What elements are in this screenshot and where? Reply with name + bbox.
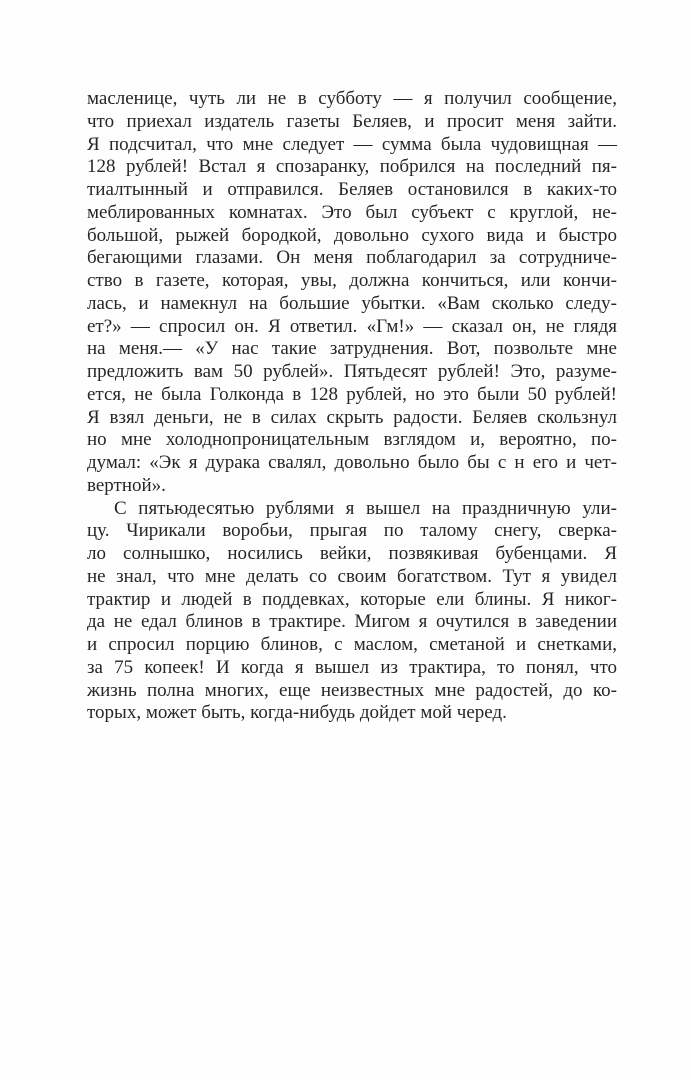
text-line: Я взял деньги, не в силах скрыть радости. Беляев скользнул xyxy=(87,406,617,428)
text-line: ет?» — спросил он. Я ответил. «Гм!» — сказал он, не глядя xyxy=(87,315,617,337)
text-line: большой, рыжей бородкой, довольно сухого вида и быстро xyxy=(87,224,617,246)
text-line: не знал, что мне делать со своим богатством. Тут я увидел xyxy=(87,565,617,587)
text-line: но мне холоднопроницательным взглядом и, вероятно, по- xyxy=(87,429,617,451)
text-line: вертной». xyxy=(87,474,166,496)
text-line: С пятьюдесятью рублями я вышел на праздничную ули- xyxy=(114,497,617,519)
text-line: ство в газете, которая, увы, должна кончиться, или кончи- xyxy=(87,270,617,291)
text-line: меблированных комнатах. Это был субъект с круглой, не- xyxy=(87,201,617,223)
text-line: торых, может быть, когда-нибудь дойдет мой черед. xyxy=(87,702,507,724)
text-line: жизнь полна многих, еще неизвестных мне радостей, до ко- xyxy=(87,679,617,701)
text-line: лась, и намекнул на большие убытки. «Вам сколько следу- xyxy=(87,292,617,314)
text-line: бегающими глазами. Он меня поблагодарил за сотрудниче- xyxy=(87,247,617,269)
text-line: на меня.— «У нас такие затруднения. Вот, позвольте мне xyxy=(87,338,617,360)
page-text xyxy=(87,88,617,725)
text-line: Я подсчитал, что мне следует — сумма была чудовищная — xyxy=(87,133,617,155)
text-line: ло солнышко, носились вейки, позвякивая бубенцами. Я xyxy=(87,543,617,564)
text-line: и спросил порцию блинов, с маслом, сметаной и снетками, xyxy=(87,634,617,655)
text-line: думал: «Эк я дурака свалял, довольно было бы с н его и чет- xyxy=(87,452,617,473)
text-line: ется, не была Голконда в 128 рублей, но это были 50 рублей! xyxy=(87,383,617,405)
text-line: трактир и людей в поддевках, которые ели блины. Я никог- xyxy=(87,588,617,610)
text-line: предложить вам 50 рублей». Пятьдесят рублей! Это, разуме- xyxy=(87,361,617,382)
text-line: 128 рублей! Встал я спозаранку, побрился на последний пя- xyxy=(87,156,617,178)
text-line: цу. Чирикали воробьи, прыгая по талому снегу, сверка- xyxy=(87,520,617,542)
text-line: тиалтынный и отправился. Беляев остановился в каких-то xyxy=(87,179,617,200)
text-line: масленице, чуть ли не в субботу — я получил сообщение, xyxy=(87,88,617,109)
text-line: что приехал издатель газеты Беляев, и просит меня зайти. xyxy=(87,110,617,132)
text-line: да не едал блинов в трактире. Мигом я очутился в заведении xyxy=(87,611,617,633)
text-line: за 75 копеек! И когда я вышел из трактира, то понял, что xyxy=(87,656,617,678)
